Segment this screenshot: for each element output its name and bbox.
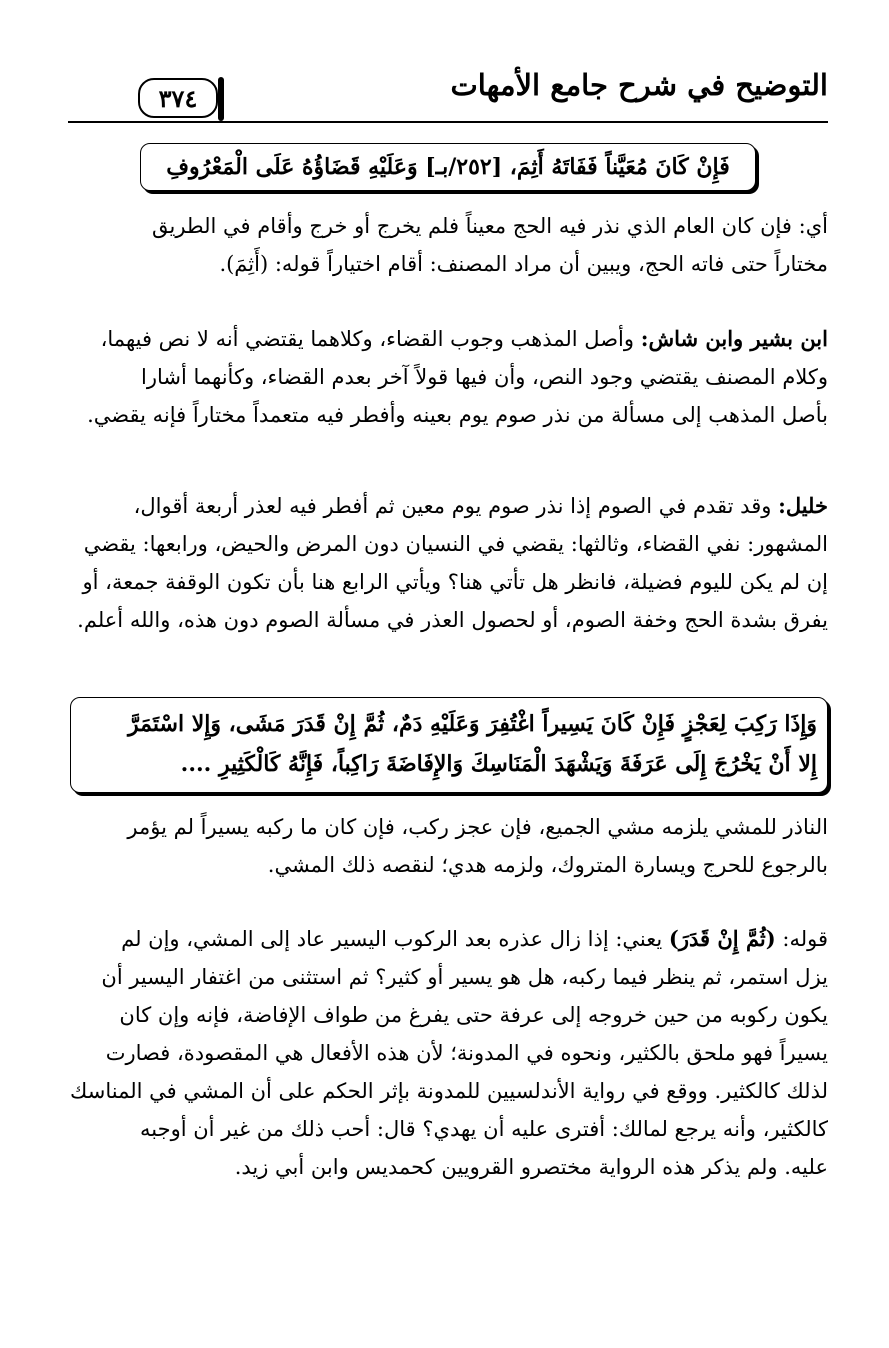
paragraph-line: [68, 320, 828, 358]
paragraph-line: لذلك كالكثير. ووقع في رواية الأندلسيين للمدونة بإثر الحكم على أن المشي في المناسك: [70, 1079, 828, 1103]
page-number: ٣٧٤: [138, 78, 218, 118]
paragraph-5: [68, 920, 828, 1186]
paragraph-line: الناذر للمشي يلزمه مشي الجميع، فإن عجز ركب، فإن كان ما ركبه يسيراً لم يؤمر: [127, 815, 828, 839]
matn-box-2: [70, 697, 828, 793]
paragraph-line: عليه. ولم يذكر هذه الرواية مختصرو القرويين كحمديس وابن أبي زيد.: [234, 1155, 828, 1179]
page-header: [68, 60, 828, 124]
paragraph-line: مختاراً حتى فاته الحج، ويبين أن مراد المصنف: أقام اختياراً قوله: (أَثِمَ).: [219, 252, 828, 276]
paragraph-text: وقد تقدم في الصوم إذا نذر صوم يوم معين ثم أفطر فيه لعذر أربعة أقوال،: [133, 494, 779, 518]
paragraph-line: المشهور: نفي القضاء، وثالثها: يقضي في النسيان دون المرض والحيض، ورابعها: يقضي: [83, 532, 828, 556]
paragraph-line: وكلام المصنف يقتضي وجود النص، وأن فيها قولاً آخر بعدم القضاء، وكأنهما أشارا: [141, 365, 828, 389]
matn-line: وَإِذَا رَكِبَ لِعَجْزٍ فَإِنْ كَانَ يَسِيراً اغْتُفِرَ وَعَلَيْهِ دَمٌ، ثُمَّ إِنْ قَدَرَ مَشَى، وَإِلا اسْتَمَرَّ: [128, 711, 817, 737]
matn-line: إِلا أَنْ يَخْرُجَ إِلَى عَرَفَةَ وَيَشْهَدَ الْمَنَاسِكَ وَالإِفَاضَةَ رَاكِباً، فَإِنَّهُ كَالْكَثِيرِ ....: [180, 751, 817, 777]
paragraph-3: [68, 487, 828, 639]
paragraph-text: قوله:: [775, 927, 828, 951]
paragraph-lead: (ثُمَّ إِنْ قَدَرَ): [668, 926, 776, 951]
paragraph-4: [68, 808, 828, 884]
paragraph-text: وأصل المذهب وجوب القضاء، وكلاهما يقتضي أنه لا نص فيهما،: [100, 327, 641, 351]
paragraph-line: [68, 920, 828, 958]
paragraph-line: [68, 487, 828, 525]
header-rule: [68, 121, 828, 123]
paragraph-line: يكون ركوبه من حين خروجه إلى عرفة حتى يفرغ من طواف الإفاضة، فإنه وإن كان: [119, 1003, 828, 1027]
paragraph-line: أي: فإن كان العام الذي نذر فيه الحج معيناً فلم يخرج أو خرج وأقام في الطريق: [151, 214, 828, 238]
paragraph-2: [68, 320, 828, 434]
paragraph-line: يزل استمر، ثم ينظر فيما ركبه، هل هو يسير أو كثير؟ ثم استثنى من اغتفار اليسير أن: [101, 965, 828, 989]
paragraph-line: يسيراً فهو ملحق بالكثير، ونحوه في المدونة؛ لأن هذه الأفعال هي المقصودة، فصارت: [105, 1041, 828, 1065]
paragraph-lead: خليل:: [778, 493, 828, 518]
matn-box-1: فَإِنْ كَانَ مُعَيَّناً فَفَاتَهُ أَثِمَ، [٢٥٢/بـ] وَعَلَيْهِ قَضَاؤُهُ عَلَى الْمَعْرُوفِ: [140, 143, 756, 191]
paragraph-line: بأصل المذهب إلى مسألة من نذر صوم يوم بعينه وأفطر فيه متعمداً مختاراً فإنه يقضي.: [87, 403, 828, 427]
paragraph-line: إن لم يكن لليوم فضيلة، فانظر هل تأتي هنا؟ ويأتي الرابع هنا بأن تكون الوقفة جمعة، أو: [82, 570, 828, 594]
running-title: التوضيح في شرح جامع الأمهات: [450, 68, 828, 102]
paragraph-1: [68, 207, 828, 283]
paragraph-line: كالكثير، وأنه يرجع لمالك: أفترى عليه أن يهدي؟ قال: أحب ذلك من غير أن أوجبه: [140, 1117, 828, 1141]
paragraph-line: يفرق بشدة الحج وخفة الصوم، أو لحصول العذر في مسألة الصوم دون هذه، والله أعلم.: [77, 608, 828, 632]
paragraph-text: يعني: إذا زال عذره بعد الركوب اليسير عاد إلى المشي، وإن لم: [121, 927, 669, 951]
paragraph-lead: ابن بشير وابن شاش:: [640, 326, 828, 351]
paragraph-line: بالرجوع للحرج ويسارة المتروك، ولزمه هدي؛ لنقصه ذلك المشي.: [267, 853, 828, 877]
